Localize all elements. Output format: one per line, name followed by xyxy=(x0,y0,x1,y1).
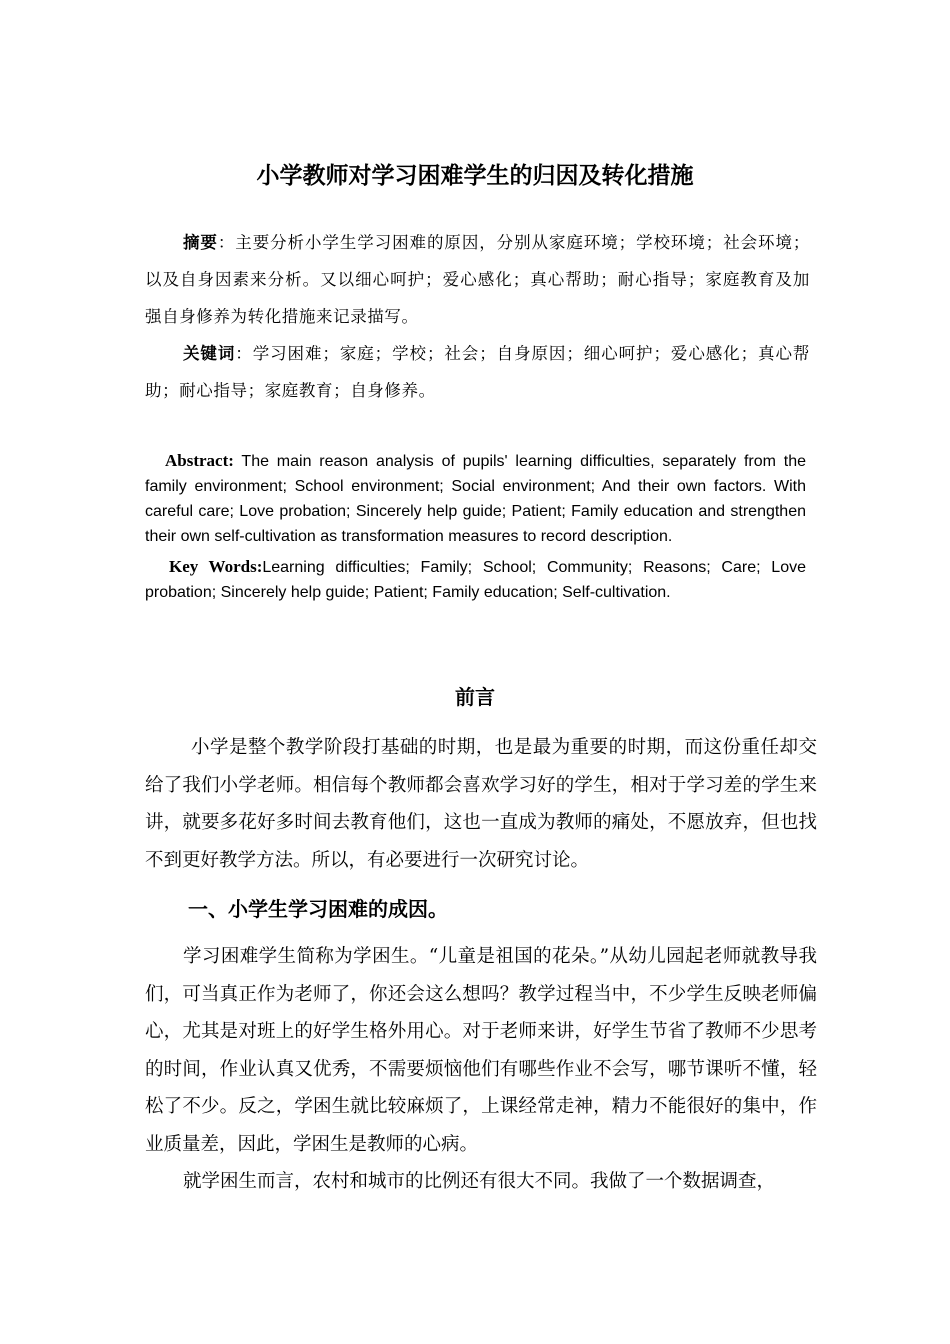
keywords-cn-label: 关键词 xyxy=(183,344,236,363)
section1-heading: 一、小学生学习困难的成因。 xyxy=(188,897,448,921)
abstract-cn-label: 摘要 xyxy=(183,233,218,252)
section1-paragraph-2: 就学困生而言，农村和城市的比例还有很大不同。我做了一个数据调查， xyxy=(183,1171,776,1192)
preface-paragraph xyxy=(145,729,817,879)
abstract-en-text: The main reason analysis of pupils' learning difficulties, separately from the family environment; School environment; Social environment; And their own factors. With careful care; Love probation; Sincerely help guide; Patient; Family education and strengthen their own self-cultivation as transformation measures to record description. xyxy=(145,453,806,545)
abstract-en xyxy=(145,448,806,605)
section1-body xyxy=(145,938,817,1201)
preface-text: 小学是整个教学阶段打基础的时期，也是最为重要的时期，而这份重任却交给了我们小学老师。相信每个教师都会喜欢学习好的学生，相对于学习差的学生来讲，就要多花好多时间去教育他们，这也一直成为教师的痛处，不愿放弃，但也找不到更好教学方法。所以，有必要进行一次研究讨论。 xyxy=(145,737,817,871)
document-title: 小学教师对学习困难学生的归因及转化措施 xyxy=(256,163,694,189)
section1-paragraph-1: 学习困难学生简称为学困生。“儿童是祖国的花朵。”从幼儿园起老师就教导我们，可当真正作为老师了，你还会这么想吗？教学过程当中，不少学生反映老师偏心，尤其是对班上的好学生格外用心。对于老师来讲，好学生节省了教师不少思考的时间，作业认真又优秀，不需要烦恼他们有哪些作业不会写，哪节课听不懂，轻松了不少。反之，学困生就比较麻烦了，上课经常走神，精力不能很好的集中，作业质量差，因此，学困生是教师的心病。 xyxy=(145,946,817,1155)
keywords-en-text: Learning difficulties; Family; School; Community; Reasons; Care; Love probation; Sincerely help guide; Patient; Family education; Self-cultivation. xyxy=(145,559,806,601)
abstract-en-label: Abstract: xyxy=(165,451,234,470)
keywords-en-label: Key Words: xyxy=(169,557,263,576)
keywords-cn-text: ：学习困难；家庭；学校；社会；自身原因；细心呵护；爱心感化；真心帮助；耐心指导；家庭教育；自身修养。 xyxy=(145,344,810,400)
abstract-cn xyxy=(145,224,810,409)
preface-heading: 前言 xyxy=(455,685,495,709)
abstract-cn-text: ：主要分析小学生学习困难的原因，分别从家庭环境；学校环境；社会环境；以及自身因素来分析。又以细心呵护；爱心感化；真心帮助；耐心指导；家庭教育及加强自身修养为转化措施来记录描写。 xyxy=(145,233,810,326)
